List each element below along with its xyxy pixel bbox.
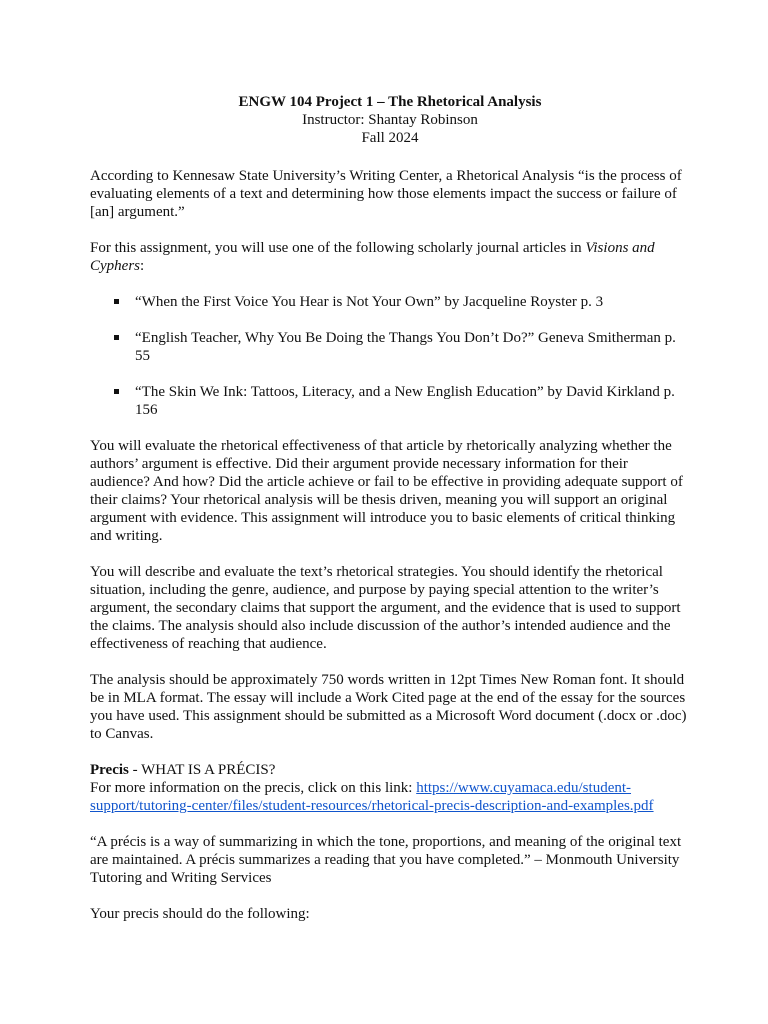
precis-info-text: For more information on the precis, click on this link: [90, 780, 417, 796]
article-label: “When the First Voice You Hear is Not Your Own” by Jacqueline Royster p. 3 [135, 294, 604, 310]
assignment-text: For this assignment, you will use one of the following scholarly journal articles in [90, 240, 586, 256]
intro-paragraph: According to Kennesaw State University’s Writing Center, a Rhetorical Analysis “is the process of evaluating elements of a text and determining how those elements impact the success or failure of [an] argument.” [90, 168, 682, 220]
term-line: Fall 2024 [361, 130, 419, 146]
precis-quote: “A précis is a way of summarizing in which the tone, proportions, and meaning of the original text are maintained. A précis summarizes a reading that you have completed.” – Monmouth University Tutoring and Writing Services [90, 834, 682, 886]
precis-resource-link[interactable]: https://www.cuyamaca.edu/student-support/tutoring-center/files/student-resources/rhetorical-precis-description-and-examples.pdf [90, 780, 654, 814]
precis-closing: Your precis should do the following: [90, 906, 310, 922]
assignment-paragraph [90, 239, 690, 275]
article-list [90, 293, 690, 419]
document-body [90, 93, 690, 923]
article-label: “English Teacher, Why You Be Doing the Thangs You Don’t Do?” Geneva Smitherman p. 55 [135, 330, 676, 364]
list-item [90, 329, 690, 365]
strategies-paragraph: You will describe and evaluate the text’s rhetorical strategies. You should identify the rhetorical situation, including the genre, audience, and purpose by paying special attention to the writer’s argument, the secondary claims that support the argument, and the evidence that is used to support the claims. The analysis should also include discussion of the author’s intended audience and the effectiveness of reaching that audience. [90, 564, 681, 652]
document-header [90, 93, 690, 147]
list-item [90, 383, 690, 419]
bullet-icon [114, 299, 119, 304]
assignment-colon: : [140, 258, 145, 274]
bullet-icon [114, 389, 119, 394]
precis-section [90, 761, 690, 815]
list-item [90, 293, 690, 311]
bullet-icon [114, 335, 119, 340]
format-paragraph: The analysis should be approximately 750 words written in 12pt Times New Roman font. It should be in MLA format. The essay will include a Work Cited page at the end of the essay for the sources you have used. This assignment should be submitted as a Microsoft Word document (.docx or .doc) to Canvas. [90, 672, 687, 742]
evaluation-paragraph: You will evaluate the rhetorical effectiveness of that article by rhetorically analyzing whether the authors’ argument is effective. Did their argument provide necessary information for their audience? And how? Did the article achieve or fail to be effective in providing adequate support of their claims? Your rhetorical analysis will be thesis driven, meaning you will support an original argument with evidence. This assignment will introduce you to basic elements of critical thinking and writing. [90, 438, 683, 544]
document-title: ENGW 104 Project 1 – The Rhetorical Analysis [238, 94, 542, 110]
precis-heading: Precis [90, 762, 129, 778]
book-title: Visions and Cyphers [90, 240, 655, 274]
precis-heading-rest: - WHAT IS A PRÉCIS? [128, 762, 276, 778]
instructor-line: Instructor: Shantay Robinson [302, 112, 478, 128]
article-label: “The Skin We Ink: Tattoos, Literacy, and a New English Education” by David Kirkland p. 156 [135, 384, 675, 418]
